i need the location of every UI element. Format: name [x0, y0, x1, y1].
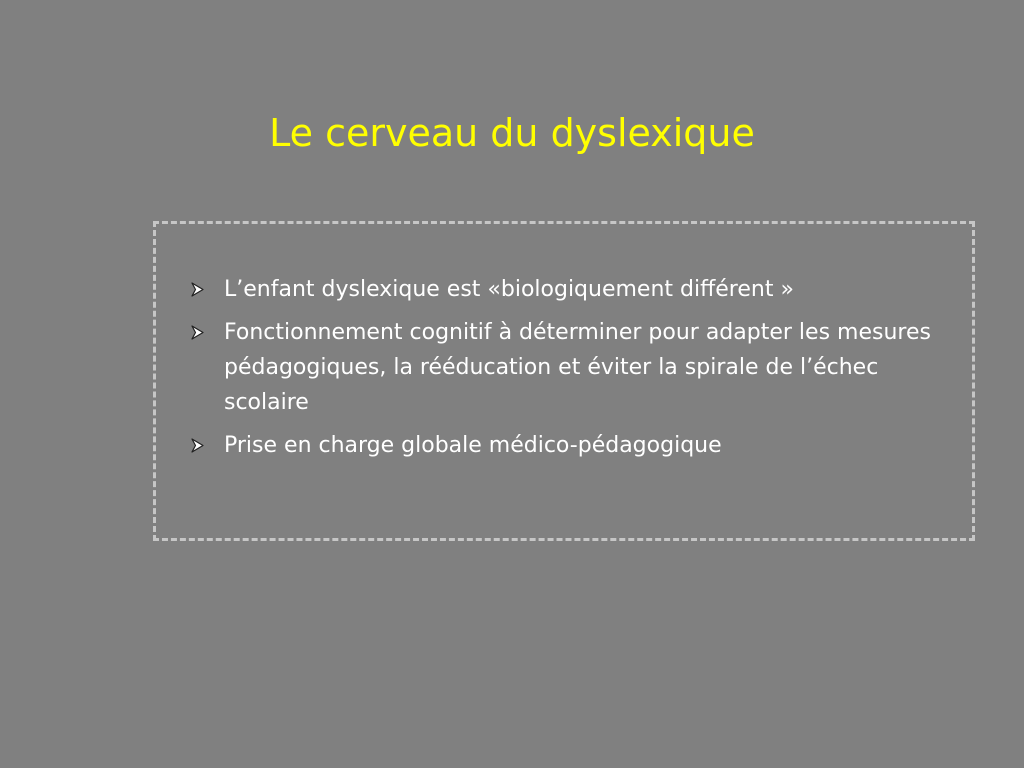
arrowhead-bullet-icon [190, 428, 210, 463]
bullet-text: Prise en charge globale médico-pédagogique [224, 433, 722, 458]
bullet-text: L’enfant dyslexique est «biologiquement différent » [224, 277, 794, 302]
bullet-list [190, 272, 940, 471]
list-item [190, 272, 940, 307]
list-item [190, 428, 940, 463]
arrowhead-bullet-icon [190, 272, 210, 307]
arrowhead-bullet-icon [190, 315, 210, 350]
slide-title: Le cerveau du dyslexique [269, 111, 755, 155]
list-item [190, 315, 940, 420]
bullet-text: Fonctionnement cognitif à déterminer pour adapter les mesures pédagogiques, la rééducation et éviter la spirale de l’échec scolaire [224, 320, 931, 415]
content-box [153, 221, 975, 541]
